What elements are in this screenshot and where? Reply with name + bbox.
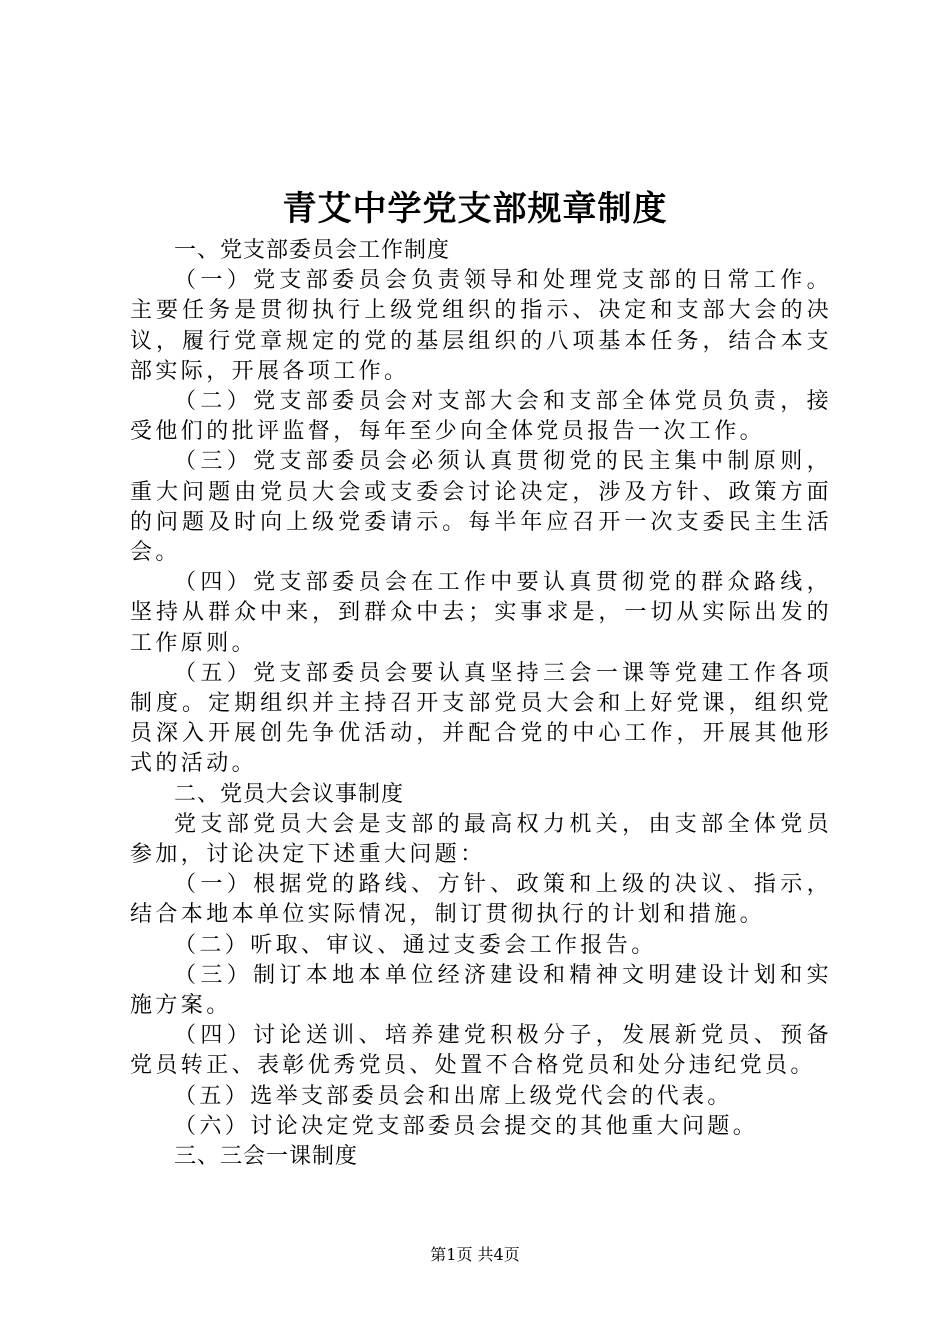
paragraph: （四）讨论送训、培养建党积极分子，发展新党员、预备党员转正、表彰优秀党员、处置不合格党员和处分违纪党员。 xyxy=(130,1023,832,1079)
paragraph: 党支部党员大会是支部的最高权力机关，由支部全体党员参加，讨论决定下述重大问题： xyxy=(130,811,832,868)
document-body xyxy=(130,236,832,1172)
paragraph: （二）党支部委员会对支部大会和支部全体党员负责，接受他们的批评监督，每年至少向全体党员报告一次工作。 xyxy=(130,389,832,445)
paragraph: （一）党支部委员会负责领导和处理党支部的日常工作。主要任务是贯彻执行上级党组织的指示、决定和支部大会的决议，履行党章规定的党的基层组织的八项基本任务，结合本支部实际，开展各项工作。 xyxy=(130,268,832,384)
section-heading: 一、党支部委员会工作制度 xyxy=(174,238,451,263)
paragraph: （一）根据党的路线、方针、政策和上级的决议、指示，结合本地本单位实际情况，制订贯彻执行的计划和措施。 xyxy=(130,872,832,928)
paragraph: （五）选举支部委员会和出席上级党代会的代表。 xyxy=(174,1083,733,1109)
section-heading: 二、党员大会议事制度 xyxy=(174,781,405,807)
section-heading: 三、三会一课制度 xyxy=(174,1144,359,1170)
document-title: 青艾中学党支部规章制度 xyxy=(282,189,668,229)
page-footer: 第1页 共4页 xyxy=(430,1245,520,1264)
paragraph: （三）党支部委员会必须认真贯彻党的民主集中制原则，重大问题由党员大会或支委会讨论决定，涉及方针、政策方面的问题及时向上级党委请示。每半年应召开一次支委民主生活会。 xyxy=(130,449,832,566)
paragraph: （三）制订本地本单位经济建设和精神文明建设计划和实施方案。 xyxy=(130,962,832,1019)
paragraph: （四）党支部委员会在工作中要认真贯彻党的群众路线，坚持从群众中来，到群众中去；实事求是，一切从实际出发的工作原则。 xyxy=(130,570,832,656)
paragraph: （五）党支部委员会要认真坚持三会一课等党建工作各项制度。定期组织并主持召开支部党员大会和上好党课，组织党员深入开展创先争优活动，并配合党的中心工作，开展其他形式的活动。 xyxy=(130,660,832,777)
paragraph: （六）讨论决定党支部委员会提交的其他重大问题。 xyxy=(174,1113,759,1139)
paragraph: （二）听取、审议、通过支委会工作报告。 xyxy=(174,932,657,958)
